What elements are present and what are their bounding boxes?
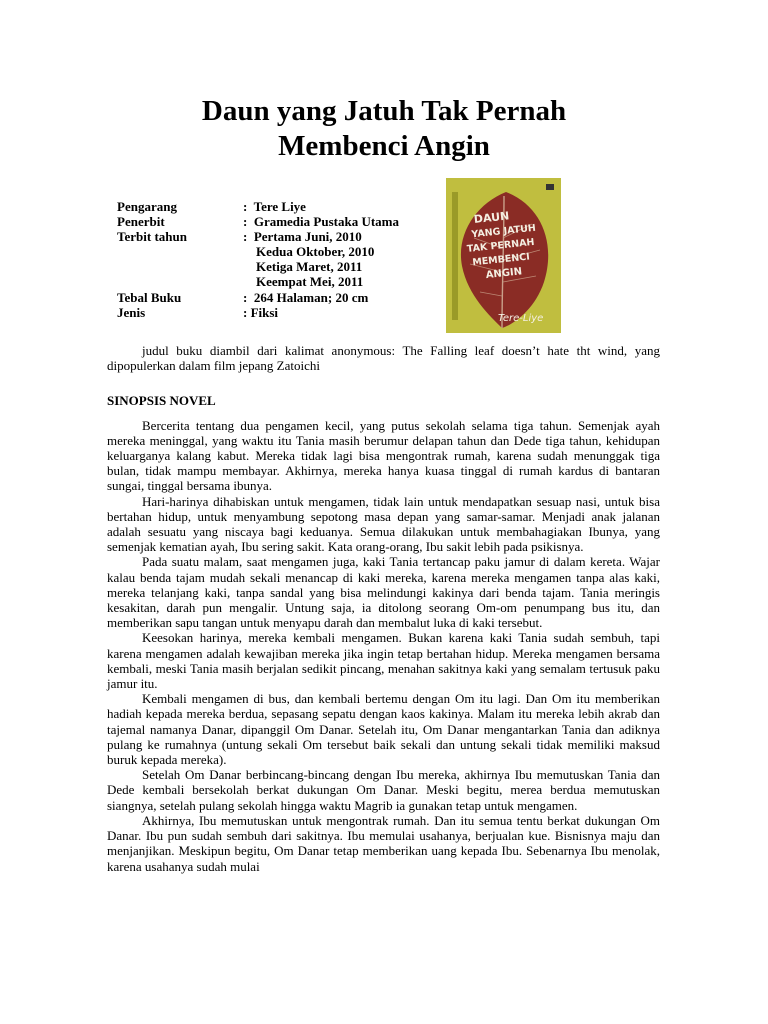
info-value: Kedua Oktober, 2010 [243,244,375,260]
cover-title-line: DAUN [473,209,510,227]
info-value: Keempat Mei, 2011 [243,274,364,290]
info-value: : Gramedia Pustaka Utama [243,214,399,230]
book-info [117,199,399,320]
cover-spine-strip [452,192,458,320]
book-cover-image [446,178,561,333]
info-label [117,244,243,259]
info-value: Ketiga Maret, 2011 [243,259,363,275]
info-row-author [117,199,399,214]
synopsis-paragraph: Pada suatu malam, saat mengamen juga, kaki Tania tertancap paku jamur di dalam kereta. Wajar kalau benda tajam mudah sekali menancap di kaki mereka, karena mereka mengamen tanpa alas kaki, mereka telanjang kaki, tanpa sandal yang bisa melindungi kakinya dari benda tajam. Tania meringis kesakitan, darah pun mengalir. Untung saja, ia ditolong seorang Om-om penumpang bus itu, dan memberikan sapu tangan untuk menyapu darah dan membalut luka di kaki tersebut. [107,554,660,631]
info-row-publisher [117,214,399,229]
info-value: : Tere Liye [243,199,306,214]
info-label: Terbit tahun [117,229,187,245]
cover-title-line: ANGIN [485,266,523,282]
title-line-1: Daun yang Jatuh Tak Pernah [201,95,567,127]
info-value: : Fiksi [243,304,279,320]
synopsis-paragraph: Kembali mengamen di bus, dan kembali bertemu dengan Om itu lagi. Dan Om itu memberikan hadiah kepada mereka berdua, sepasang sepatu dengan kaos kakinya. Malam itu mereka lebih akrab dan tajemal namanya Danar, dipanggil Om Danar. Setelah itu, Om Danar mengantarkan Tania dan adiknya pulang ke rumahnya (untung sekali Om tersebut baik sekali dan untung sekali tidak memiliki maksud buruk kepada mereka). [107,691,660,768]
info-value: : 264 Halaman; 20 cm [243,289,369,305]
info-label: Penerbit [117,214,165,230]
synopsis-paragraph: Bercerita tentang dua pengamen kecil, yang putus sekolah selama tiga tahun. Semenjak ayah mereka meninggal, yang waktu itu Tania masih berumur delapan tahun dan Dede tiga tahun, kehidupan keluarganya kalang kabut. Mereka tidak lagi bisa mengontrak rumah, karena sudah menunggak tiga bulan, tidak mampu membayar. Akhirnya, mereka hanya kuasa tinggal di rumah kardus di bantaran sungai, tinggal bersama ibunya. [107,417,660,494]
synopsis-paragraph: Setelah Om Danar berbincang-bincang dengan Ibu mereka, akhirnya Ibu memutuskan Tania dan Dede kembali bersekolah berkat dukungan Om Danar. Meski begitu, merea berdua memutuskan siangnya, setelah pulang sekolah hingga waktu Magrib ia gunakan tetap untuk mengamen. [107,767,660,813]
title-line-2: Membenci Angin [278,130,490,162]
info-label: Tebal Buku [117,289,182,305]
synopsis-paragraph: Akhirnya, Ibu memutuskan untuk mengontrak rumah. Dan itu semua tentu berkat dukungan Om Danar. Ibu pun sudah sembuh dari sakitnya. Ibu memulai usahanya, berjualan kue. Bisnisnya maju dan menjanjikan. Meskipun begitu, Om Danar tetap memberikan uang kepada Ibu. Sebenarnya Ibu menolak, karena usahanya sudah mulai [107,812,660,874]
cover-author: Tere-Liye [498,313,544,324]
synopsis-heading: SINOPSIS NOVEL [107,393,216,409]
cover-title-line: MEMBENCI [471,251,531,269]
info-row-genre [117,305,399,320]
info-label: Pengarang [117,199,177,214]
cover-art [446,178,561,333]
info-label [117,274,243,289]
info-row-year-2 [117,244,399,259]
intro-paragraph: judul buku diambil dari kalimat anonymous: The Falling leaf doesn’t hate tht wind, yang dipopulerkan dalam film jepang Zatoichi [107,343,660,374]
info-value: : Pertama Juni, 2010 [243,229,362,245]
synopsis-paragraph: Keesokan harinya, mereka kembali mengamen. Bukan karena kaki Tania sudah sembuh, tapi karena mengamen adalah kewajiban mereka jika ingin tetap bertahan hidup. Mereka mengamen bersama kembali, meski Tania masih berjalan sedikit pincang, menahan sakitnya kaki yang semalam tertusuk paku jamur itu. [107,630,660,692]
info-row-pages [117,290,399,305]
info-row-year [117,229,399,244]
page-title [0,94,768,164]
info-row-year-4 [117,274,399,289]
info-label: Jenis [117,304,146,320]
publisher-logo-icon [546,184,554,190]
cover-title-line: YANG JATUH [470,222,537,241]
info-label [117,259,243,274]
cover-title-line: TAK PERNAH [466,236,535,255]
info-row-year-3 [117,259,399,274]
synopsis-paragraph: Hari-harinya dihabiskan untuk mengamen, tidak lain untuk mendapatkan sesuap nasi, untuk bisa bertahan hidup, untuk menyambung sepotong masa depan yang samar-samar. Menjadi anak jalanan adalah sesuatu yang niscaya bagi keduanya. Semua dilakukan untuk membahagiakan Ibunya, yang semenjak kematian ayah, Ibu sering sakit. Kata orang-orang, Ibu sakit lebih pada psikisnya. [107,493,660,555]
article-body [107,343,660,874]
